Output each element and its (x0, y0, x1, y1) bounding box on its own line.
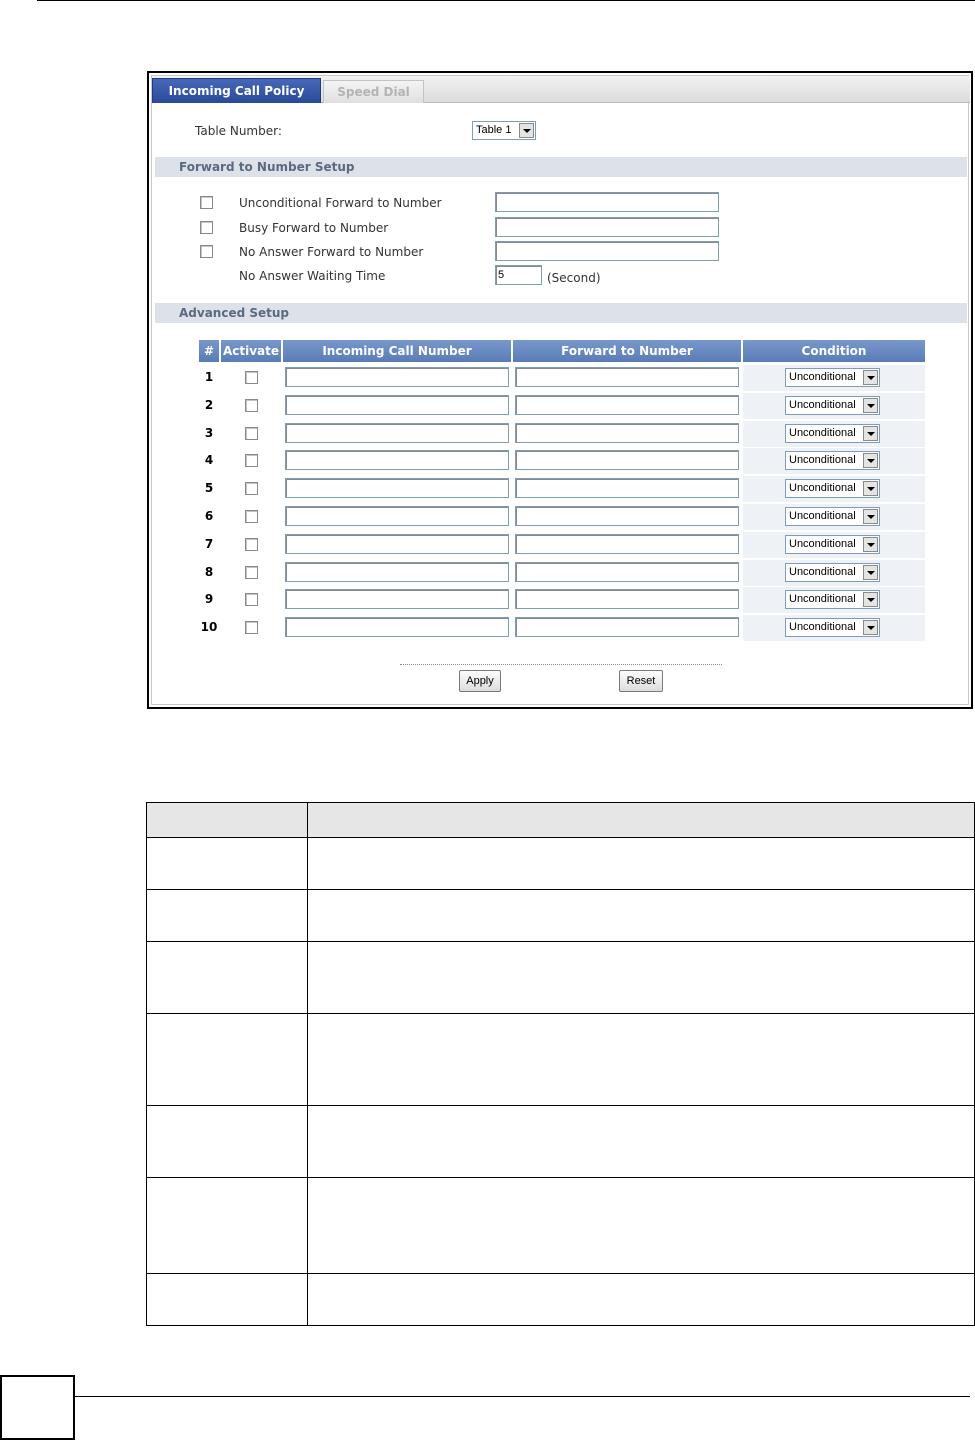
reset-button[interactable]: Reset (619, 670, 663, 692)
unconditional-forward-checkbox[interactable] (200, 196, 213, 209)
condition-select[interactable] (785, 424, 880, 443)
condition-value: Unconditional (789, 565, 856, 578)
incoming-call-number-input[interactable] (285, 617, 509, 637)
row-number: 1 (204, 370, 214, 384)
activate-checkbox[interactable] (245, 399, 258, 412)
row-number: 9 (204, 592, 214, 607)
condition-value: Unconditional (789, 510, 856, 522)
bottom-rule (74, 1396, 970, 1397)
table-row (199, 531, 925, 559)
no-answer-forward-checkbox[interactable] (200, 245, 213, 258)
row-number: 7 (204, 536, 214, 551)
no-answer-forward-input[interactable] (495, 241, 719, 261)
unconditional-forward-label: Unconditional Forward to Number (239, 196, 442, 210)
forward-to-number-input[interactable] (515, 423, 739, 443)
table-row (199, 475, 925, 503)
description-row (147, 1106, 975, 1178)
forward-to-number-input[interactable] (515, 589, 739, 609)
condition-value: Unconditional (789, 482, 856, 495)
description-header-row (147, 803, 975, 838)
chevron-down-icon (863, 398, 878, 413)
condition-select[interactable] (785, 563, 880, 582)
row-number: 6 (204, 509, 214, 523)
advanced-setup-header: Advanced Setup (155, 303, 967, 323)
condition-value: Unconditional (789, 593, 856, 606)
chevron-down-icon (863, 537, 878, 552)
table-row (199, 559, 925, 587)
chevron-down-icon (863, 565, 878, 580)
activate-checkbox[interactable] (245, 593, 258, 606)
description-table (146, 802, 975, 1326)
forward-to-number-input[interactable] (515, 367, 739, 387)
condition-select[interactable] (785, 507, 880, 526)
col-header-activate: Activate (221, 340, 281, 362)
incoming-call-number-input[interactable] (285, 450, 509, 470)
tab-incoming-call-policy[interactable]: Incoming Call Policy (152, 78, 321, 103)
table-row (199, 392, 925, 420)
condition-value: Unconditional (789, 398, 856, 411)
condition-value: Unconditional (789, 537, 856, 550)
forward-to-number-input[interactable] (515, 562, 739, 582)
activate-checkbox[interactable] (245, 566, 258, 579)
incoming-call-number-input[interactable] (285, 589, 509, 609)
apply-button[interactable]: Apply (459, 670, 501, 692)
screenshot-frame (147, 71, 973, 709)
chevron-down-icon (863, 370, 878, 385)
table-row (199, 364, 925, 392)
activate-checkbox[interactable] (245, 621, 258, 634)
config-panel (151, 75, 969, 705)
chevron-down-icon (863, 509, 878, 524)
col-header-incoming: Incoming Call Number (283, 340, 511, 362)
condition-select[interactable] (785, 479, 880, 498)
incoming-call-number-input[interactable] (285, 367, 509, 387)
no-answer-forward-label: No Answer Forward to Number (239, 245, 424, 259)
condition-value: Unconditional (789, 621, 856, 634)
table-number-label: Table Number: (195, 124, 282, 138)
condition-value: Unconditional (789, 371, 856, 383)
chevron-down-icon (863, 620, 878, 635)
chevron-down-icon (519, 123, 534, 138)
forward-setup-header: Forward to Number Setup (155, 157, 967, 177)
incoming-call-number-input[interactable] (285, 478, 509, 498)
description-row (147, 838, 975, 890)
busy-forward-checkbox[interactable] (200, 221, 213, 234)
row-number: 5 (204, 481, 214, 496)
incoming-call-number-input[interactable] (285, 562, 509, 582)
activate-checkbox[interactable] (245, 427, 258, 440)
table-row (199, 447, 925, 475)
unconditional-forward-input[interactable] (495, 192, 719, 212)
table-number-value: Table 1 (476, 124, 512, 136)
chevron-down-icon (863, 453, 878, 468)
table-row (199, 614, 925, 642)
activate-checkbox[interactable] (245, 482, 258, 495)
tab-speed-dial[interactable]: Speed Dial (323, 80, 424, 103)
row-number: 3 (204, 425, 214, 440)
activate-checkbox[interactable] (245, 371, 258, 384)
chevron-down-icon (863, 426, 878, 441)
condition-select[interactable] (785, 396, 880, 415)
condition-select[interactable] (785, 451, 880, 470)
condition-value: Unconditional (789, 426, 856, 439)
description-row (147, 1178, 975, 1274)
row-number: 2 (204, 397, 214, 412)
condition-select[interactable] (785, 618, 880, 637)
table-row (199, 503, 925, 531)
forward-to-number-input[interactable] (515, 395, 739, 415)
row-number: 10 (200, 620, 218, 635)
incoming-call-number-input[interactable] (285, 423, 509, 443)
col-header-num: # (199, 340, 219, 362)
chevron-down-icon (863, 481, 878, 496)
condition-value: Unconditional (789, 454, 856, 467)
waiting-time-input[interactable] (495, 265, 542, 285)
condition-select[interactable] (785, 535, 880, 554)
condition-select[interactable] (785, 368, 880, 387)
tab-bar (152, 76, 970, 103)
incoming-call-number-input[interactable] (285, 395, 509, 415)
busy-forward-label: Busy Forward to Number (239, 221, 389, 235)
table-row (199, 420, 925, 448)
forward-to-number-input[interactable] (515, 450, 739, 470)
forward-to-number-input[interactable] (515, 506, 739, 526)
activate-checkbox[interactable] (245, 510, 258, 523)
page-number-box (0, 1375, 75, 1440)
col-header-condition: Condition (743, 340, 925, 362)
incoming-call-number-input[interactable] (285, 506, 509, 526)
col-header-forward: Forward to Number (513, 340, 741, 362)
forward-to-number-input[interactable] (515, 617, 739, 637)
divider (400, 664, 722, 665)
table-row (199, 586, 925, 614)
waiting-time-label: No Answer Waiting Time (239, 269, 386, 283)
condition-select[interactable] (785, 590, 880, 609)
description-row (147, 1274, 975, 1326)
activate-checkbox[interactable] (245, 538, 258, 551)
incoming-call-number-input[interactable] (285, 534, 509, 554)
row-number: 4 (204, 453, 214, 468)
top-rule (37, 0, 975, 1)
activate-checkbox[interactable] (245, 454, 258, 467)
waiting-time-unit: (Second) (547, 271, 601, 285)
description-row (147, 942, 975, 1014)
row-number: 8 (204, 564, 214, 579)
description-row (147, 1014, 975, 1106)
busy-forward-input[interactable] (495, 217, 719, 237)
chevron-down-icon (863, 592, 878, 607)
table-number-select[interactable] (472, 121, 536, 140)
forward-to-number-input[interactable] (515, 534, 739, 554)
forward-to-number-input[interactable] (515, 478, 739, 498)
description-row (147, 890, 975, 942)
